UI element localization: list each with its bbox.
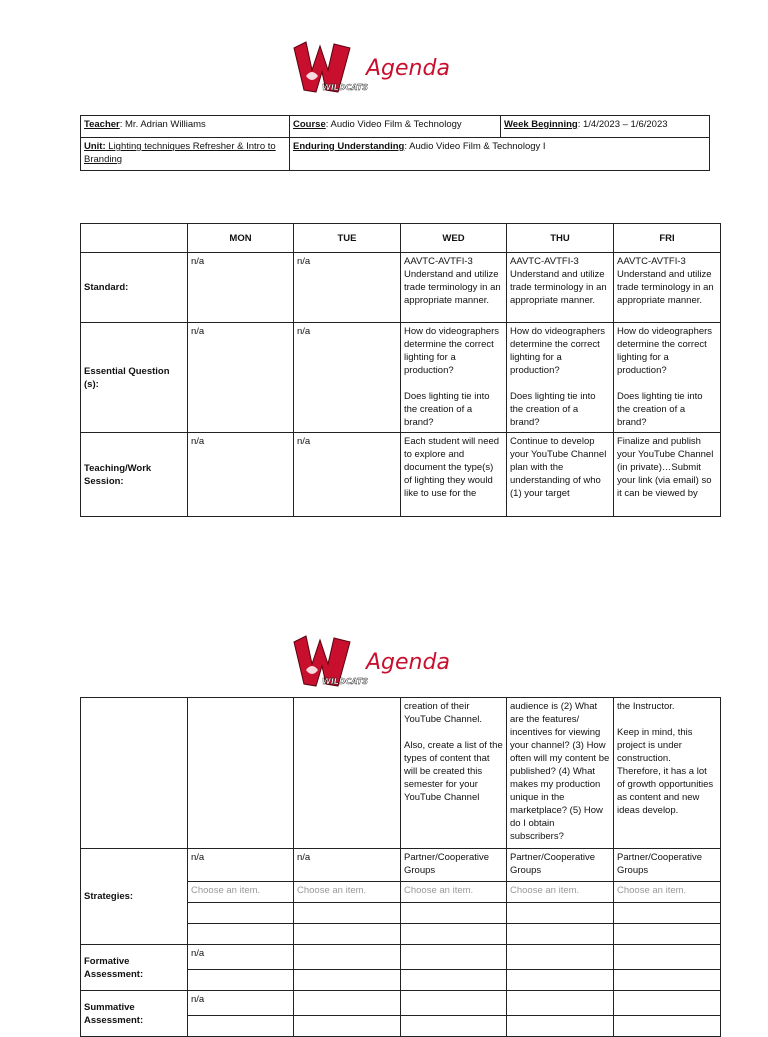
unit-label: Unit: bbox=[84, 141, 106, 152]
empty-cell bbox=[401, 945, 507, 970]
day-header-row bbox=[81, 224, 721, 253]
teacher-cell bbox=[81, 116, 290, 138]
day-tue: TUE bbox=[294, 224, 401, 253]
standard-fri: AAVTC-AVTFI-3 Understand and utilize trade terminology in an appropriate manner. bbox=[614, 253, 721, 323]
essential-question-label: Essential Question (s): bbox=[81, 323, 188, 433]
empty-cell bbox=[401, 991, 507, 1016]
empty-cell bbox=[614, 1016, 721, 1037]
essential-question-row bbox=[81, 323, 721, 433]
strategies-label: Strategies: bbox=[81, 849, 188, 945]
empty-cell bbox=[507, 1016, 614, 1037]
teacher-label: Teacher bbox=[84, 119, 120, 130]
empty-cell bbox=[614, 924, 721, 945]
unit-value: Lighting techniques Refresher & Intro to Branding bbox=[84, 141, 276, 165]
continued-label bbox=[81, 698, 188, 849]
summative-mon: n/a bbox=[188, 991, 294, 1016]
day-fri: FRI bbox=[614, 224, 721, 253]
wildcats-logo bbox=[292, 40, 369, 98]
empty-cell bbox=[294, 1016, 401, 1037]
teaching-tue: n/a bbox=[294, 433, 401, 517]
agenda-title: Agenda bbox=[366, 56, 450, 81]
choose-item-wed[interactable]: Choose an item. bbox=[401, 882, 507, 903]
agenda-header-page2 bbox=[292, 634, 492, 696]
continued-tue bbox=[294, 698, 401, 849]
day-wed: WED bbox=[401, 224, 507, 253]
essential-thu: How do videographers determine the correct lighting for a production? Does lighting tie into the creation of a brand? bbox=[507, 323, 614, 433]
week-value: : 1/4/2023 – 1/6/2023 bbox=[577, 119, 668, 130]
standard-mon: n/a bbox=[188, 253, 294, 323]
empty-cell bbox=[507, 945, 614, 970]
teaching-thu: Continue to develop your YouTube Channel plan with the understanding of who (1) your target bbox=[507, 433, 614, 517]
course-value: : Audio Video Film & Technology bbox=[325, 119, 462, 130]
eu-value: : Audio Video Film & Technology I bbox=[404, 141, 546, 152]
empty-cell bbox=[614, 970, 721, 991]
corner-cell bbox=[81, 224, 188, 253]
wildcats-logo bbox=[292, 634, 369, 692]
continued-thu: audience is (2) What are the features/ incentives for viewing your channel? (3) How often will my content be published? (4) What makes my production unique in the marketplace? (5) How do I obtain subscribers? bbox=[507, 698, 614, 849]
essential-wed: How do videographers determine the correct lighting for a production? Does lighting tie into the creation of a brand? bbox=[401, 323, 507, 433]
standard-row bbox=[81, 253, 721, 323]
teacher-value: : Mr. Adrian Williams bbox=[119, 119, 206, 130]
unit-cell bbox=[81, 138, 290, 171]
empty-cell bbox=[294, 924, 401, 945]
day-thu: THU bbox=[507, 224, 614, 253]
standard-label: Standard: bbox=[81, 253, 188, 323]
teaching-wed: Each student will need to explore and document the type(s) of lighting they would like to use for the bbox=[401, 433, 507, 517]
empty-cell bbox=[188, 970, 294, 991]
strategies-fri: Partner/Cooperative Groups bbox=[614, 849, 721, 882]
empty-cell bbox=[614, 945, 721, 970]
empty-cell bbox=[507, 924, 614, 945]
essential-fri: How do videographers determine the correct lighting for a production? Does lighting tie into the creation of a brand? bbox=[614, 323, 721, 433]
empty-cell bbox=[188, 1016, 294, 1037]
strategies-mon: n/a bbox=[188, 849, 294, 882]
strategies-thu: Partner/Cooperative Groups bbox=[507, 849, 614, 882]
agenda-header bbox=[292, 40, 492, 102]
empty-cell bbox=[507, 903, 614, 924]
empty-cell bbox=[188, 903, 294, 924]
day-mon: MON bbox=[188, 224, 294, 253]
summative-row bbox=[81, 991, 721, 1016]
empty-cell bbox=[294, 970, 401, 991]
week-table-page1 bbox=[80, 223, 721, 517]
choose-item-fri[interactable]: Choose an item. bbox=[614, 882, 721, 903]
choose-item-thu[interactable]: Choose an item. bbox=[507, 882, 614, 903]
info-table bbox=[80, 115, 710, 171]
empty-cell bbox=[294, 903, 401, 924]
course-label: Course bbox=[293, 119, 326, 130]
essential-mon: n/a bbox=[188, 323, 294, 433]
agenda-title: Agenda bbox=[366, 650, 450, 675]
eu-label: Enduring Understanding bbox=[293, 141, 405, 152]
teaching-fri: Finalize and publish your YouTube Channel (in private)…Submit your link (via email) so it can be viewed by bbox=[614, 433, 721, 517]
empty-cell bbox=[614, 903, 721, 924]
empty-cell bbox=[294, 991, 401, 1016]
enduring-understanding-cell bbox=[290, 138, 710, 171]
formative-row bbox=[81, 945, 721, 970]
empty-cell bbox=[401, 903, 507, 924]
strategies-row bbox=[81, 849, 721, 882]
svg-text:WILDCATS: WILDCATS bbox=[322, 83, 369, 92]
formative-mon: n/a bbox=[188, 945, 294, 970]
continued-wed: creation of their YouTube Channel. Also, create a list of the types of content that will be created this semester for your YouTube Channel bbox=[401, 698, 507, 849]
teaching-label: Teaching/Work Session: bbox=[81, 433, 188, 517]
empty-cell bbox=[294, 945, 401, 970]
teaching-mon: n/a bbox=[188, 433, 294, 517]
teaching-row bbox=[81, 433, 721, 517]
page2-clip bbox=[0, 697, 768, 1024]
empty-cell bbox=[614, 991, 721, 1016]
strategies-tue: n/a bbox=[294, 849, 401, 882]
formative-label: Formative Assessment: bbox=[81, 945, 188, 991]
week-table-page2 bbox=[80, 697, 721, 1037]
continued-fri: the Instructor. Keep in mind, this project is under construction. Therefore, it has a lot of growth opportunities as content and new ideas develop. bbox=[614, 698, 721, 849]
continued-mon bbox=[188, 698, 294, 849]
standard-wed: AAVTC-AVTFI-3 Understand and utilize trade terminology in an appropriate manner. bbox=[401, 253, 507, 323]
essential-tue: n/a bbox=[294, 323, 401, 433]
teaching-continued-row bbox=[81, 698, 721, 849]
empty-cell bbox=[401, 924, 507, 945]
week-cell bbox=[501, 116, 710, 138]
standard-tue: n/a bbox=[294, 253, 401, 323]
choose-item-tue[interactable]: Choose an item. bbox=[294, 882, 401, 903]
strategies-wed: Partner/Cooperative Groups bbox=[401, 849, 507, 882]
empty-cell bbox=[401, 1016, 507, 1037]
choose-item-mon[interactable]: Choose an item. bbox=[188, 882, 294, 903]
course-cell bbox=[290, 116, 501, 138]
svg-text:WILDCATS: WILDCATS bbox=[322, 677, 369, 686]
empty-cell bbox=[507, 991, 614, 1016]
standard-thu: AAVTC-AVTFI-3 Understand and utilize trade terminology in an appropriate manner. bbox=[507, 253, 614, 323]
summative-label: Summative Assessment: bbox=[81, 991, 188, 1037]
empty-cell bbox=[188, 924, 294, 945]
week-label: Week Beginning bbox=[504, 119, 578, 130]
empty-cell bbox=[507, 970, 614, 991]
empty-cell bbox=[401, 970, 507, 991]
